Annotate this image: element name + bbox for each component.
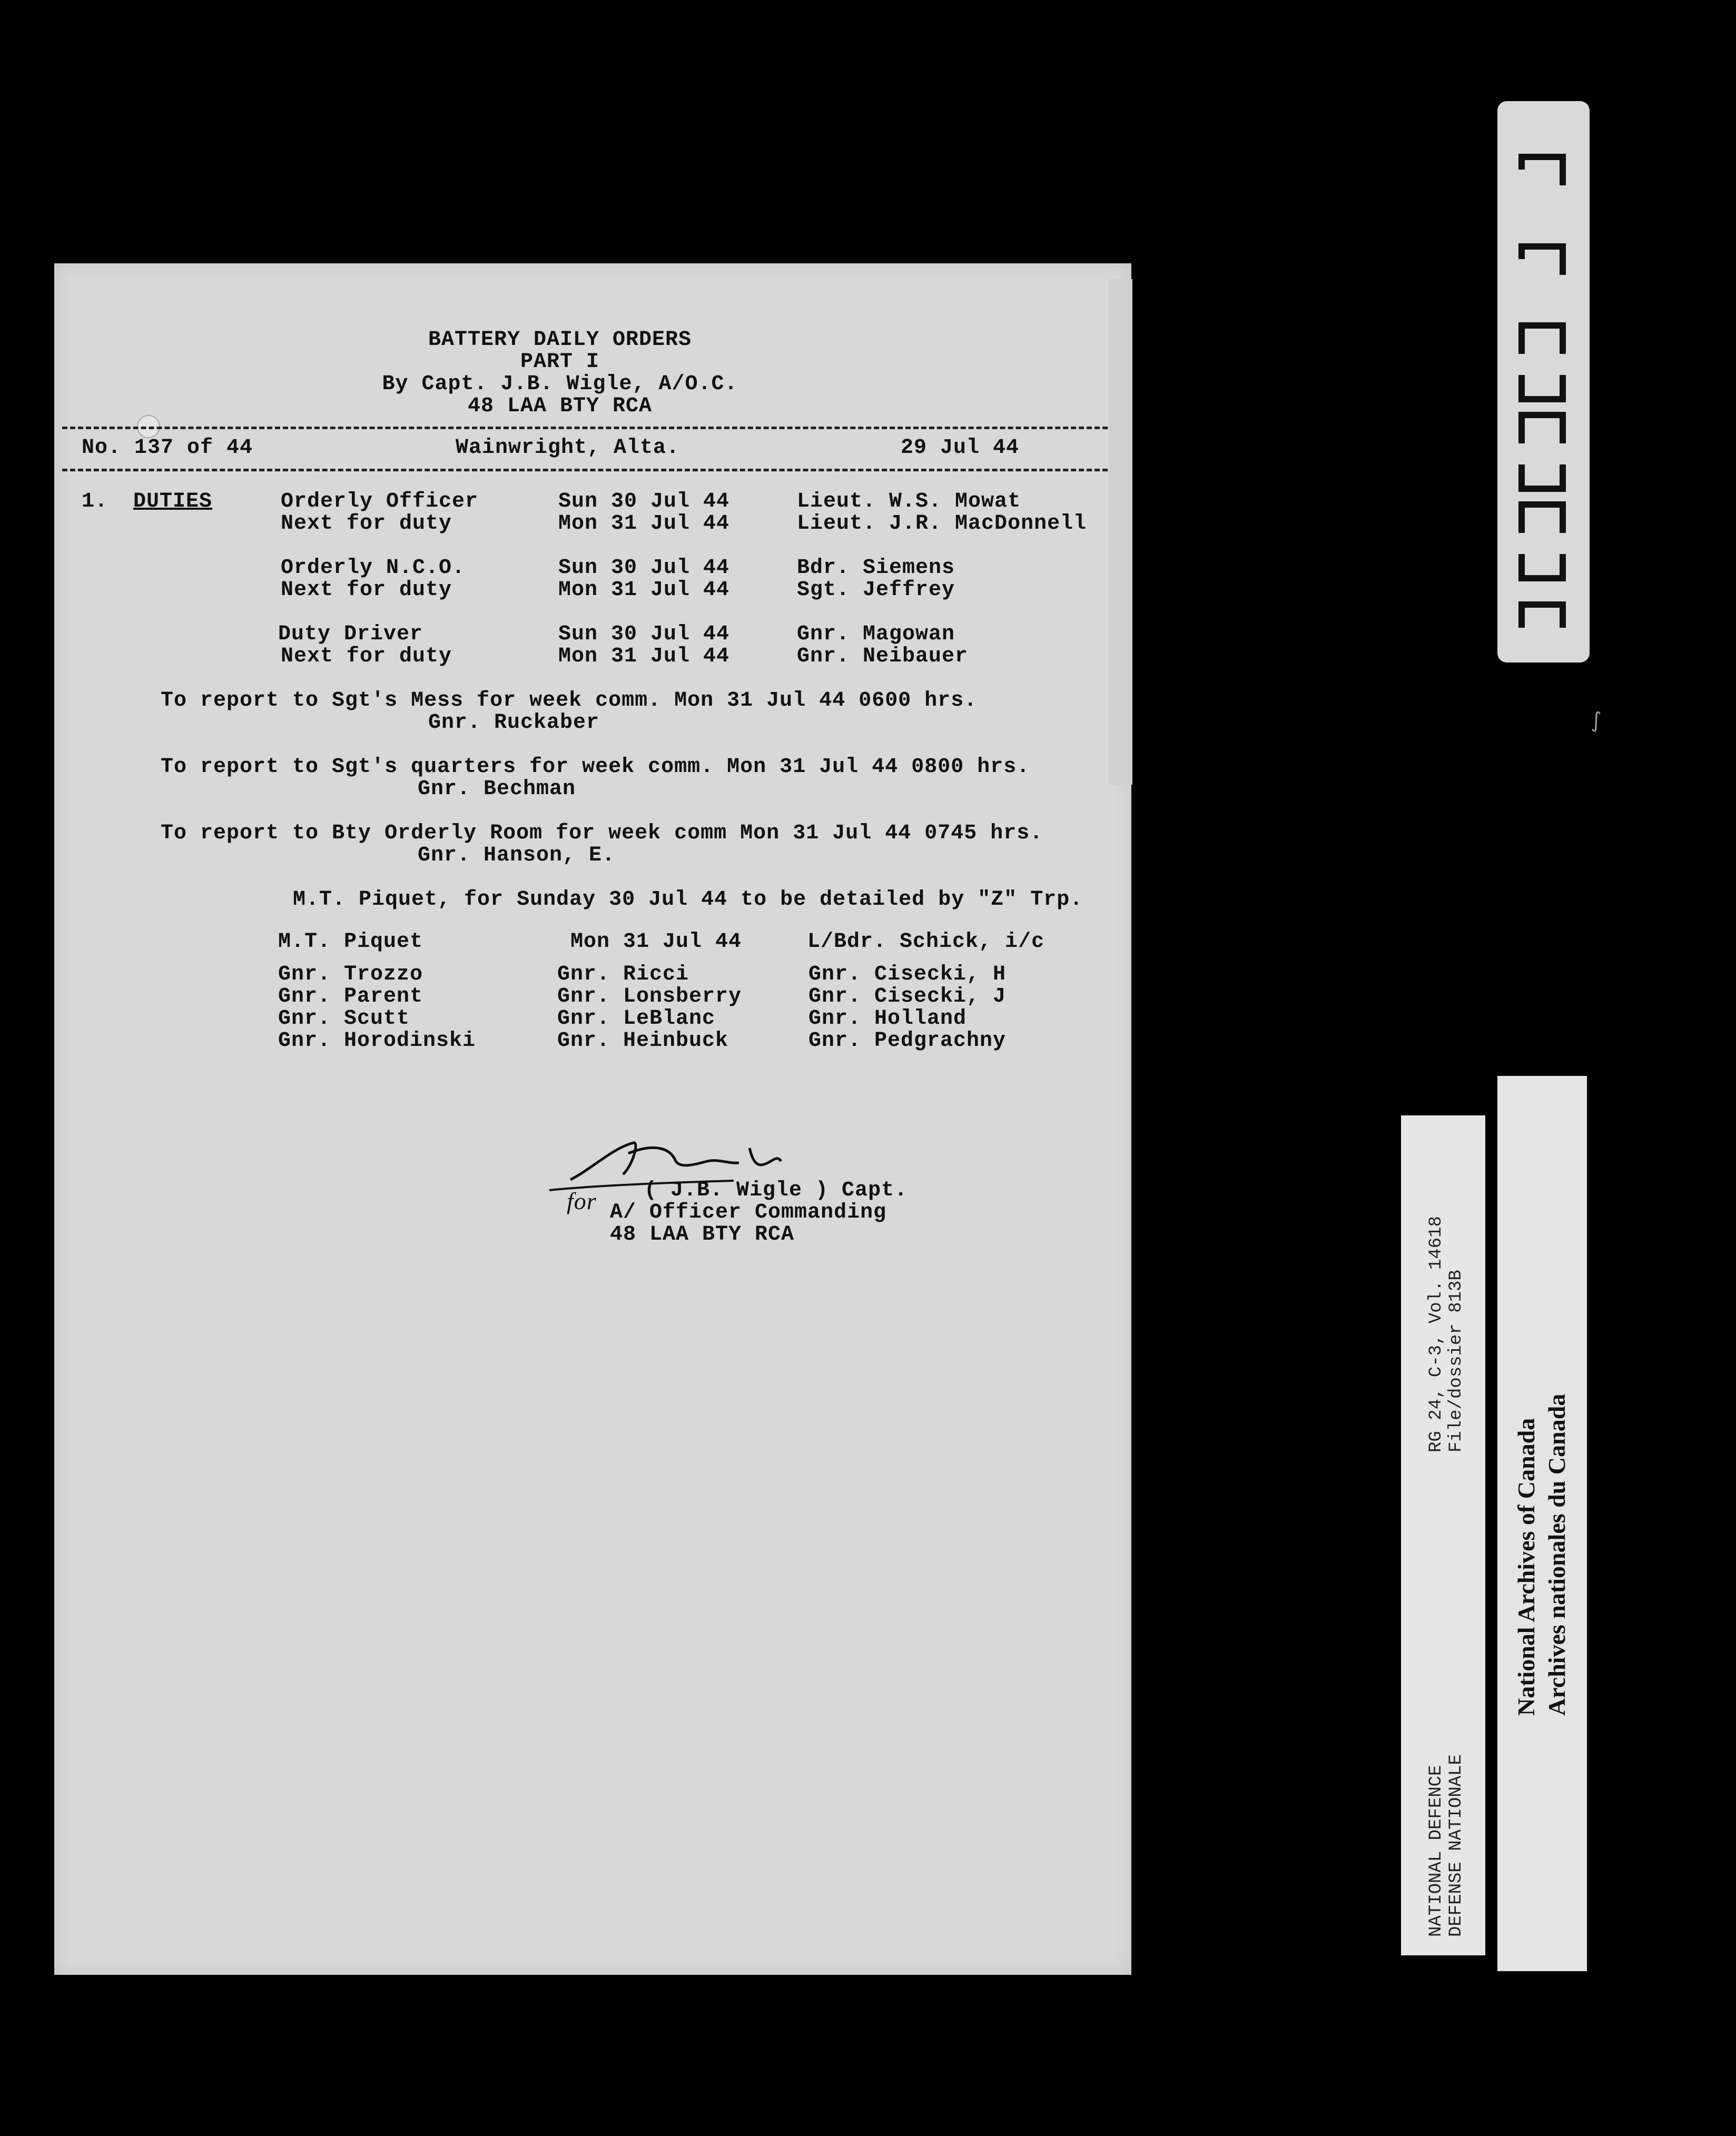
- ref-line1: RG 24, C-3, Vol. 14618: [1426, 1216, 1446, 1452]
- duty-date: Mon 31 Jul 44: [558, 578, 730, 602]
- report-line: To report to Sgt's quarters for week comm. Mon 31 Jul 44 0800 hrs.: [161, 755, 1030, 779]
- duty-role: Orderly N.C.O.: [281, 556, 466, 580]
- report-name: Gnr. Hanson, E.: [418, 844, 616, 867]
- signoff-for: for: [567, 1188, 597, 1214]
- order-date: 29 Jul 44: [901, 436, 1020, 460]
- reference-label: [1401, 1115, 1485, 1955]
- report-name: Gnr. Bechman: [418, 777, 576, 801]
- piquet-note: M.T. Piquet, for Sunday 30 Jul 44 to be detailed by "Z" Trp.: [293, 888, 1083, 912]
- report-line: To report to Bty Orderly Room for week comm Mon 31 Jul 44 0745 hrs.: [161, 822, 1043, 845]
- piquet-header: L/Bdr. Schick, i/c: [807, 930, 1045, 954]
- signoff-unit: 48 LAA BTY RCA: [610, 1223, 795, 1247]
- duty-name: Sgt. Jeffrey: [797, 578, 955, 602]
- piquet-name: Gnr. LeBlanc: [557, 1007, 716, 1031]
- signoff-name: ( J.B. Wigle ) Capt.: [644, 1179, 908, 1202]
- sheet-edge: [1109, 279, 1132, 785]
- piquet-header: Mon 31 Jul 44: [570, 930, 742, 954]
- document-part: PART I: [520, 350, 600, 374]
- frame-number-digits: [1497, 101, 1590, 662]
- archives-en: National Archives of Canada: [1513, 1418, 1540, 1716]
- piquet-name: Gnr. Trozzo: [278, 963, 423, 986]
- duty-role: Duty Driver: [278, 622, 423, 646]
- document-unit: 48 LAA BTY RCA: [467, 394, 653, 418]
- duty-date: Mon 31 Jul 44: [558, 645, 730, 668]
- duty-name: Bdr. Siemens: [797, 556, 955, 580]
- piquet-name: Gnr. Cisecki, H: [808, 963, 1007, 986]
- top-rule: [62, 427, 1123, 429]
- piquet-name: Gnr. Scutt: [278, 1007, 410, 1031]
- piquet-name: Gnr. Ricci: [557, 963, 689, 986]
- defence-line2: DEFENSE NATIONALE: [1446, 1754, 1466, 1937]
- duty-date: Sun 30 Jul 44: [558, 556, 730, 580]
- piquet-name: Gnr. Parent: [278, 985, 423, 1008]
- bottom-rule: [62, 469, 1123, 471]
- duty-date: Mon 31 Jul 44: [558, 512, 730, 536]
- section-heading: DUTIES: [133, 490, 213, 513]
- report-name: Gnr. Ruckaber: [428, 711, 600, 735]
- duty-role: Next for duty: [281, 645, 452, 668]
- piquet-name: Gnr. Pedgrachny: [808, 1029, 1007, 1053]
- film-mark-icon: ∫: [1591, 708, 1602, 733]
- duty-name: Gnr. Neibauer: [797, 645, 969, 668]
- piquet-name: Gnr. Heinbuck: [557, 1029, 729, 1053]
- ref-line2: File/dossier 813B: [1446, 1270, 1466, 1452]
- duty-role: Next for duty: [281, 512, 452, 536]
- archives-label: [1497, 1076, 1587, 1971]
- duty-role: Orderly Officer: [281, 490, 479, 513]
- report-line: To report to Sgt's Mess for week comm. Mon 31 Jul 44 0600 hrs.: [161, 689, 978, 713]
- defence-line1: NATIONAL DEFENCE: [1426, 1765, 1446, 1937]
- piquet-name: Gnr. Cisecki, J: [808, 985, 1007, 1008]
- duty-role: Next for duty: [281, 578, 452, 602]
- duty-name: Lieut. W.S. Mowat: [797, 490, 1021, 513]
- order-sheet: [54, 263, 1131, 1975]
- document-by: By Capt. J.B. Wigle, A/O.C.: [382, 372, 738, 396]
- duty-name: Gnr. Magowan: [797, 622, 955, 646]
- order-place: Wainwright, Alta.: [456, 436, 680, 460]
- piquet-name: Gnr. Holland: [808, 1007, 967, 1031]
- duty-date: Sun 30 Jul 44: [558, 490, 730, 513]
- duty-date: Sun 30 Jul 44: [558, 622, 730, 646]
- piquet-name: Gnr. Horodinski: [278, 1029, 476, 1053]
- archives-fr: Archives nationales du Canada: [1543, 1393, 1570, 1716]
- section-number: 1.: [82, 490, 108, 513]
- signoff-title: A/ Officer Commanding: [610, 1201, 887, 1224]
- order-number: No. 137 of 44: [82, 436, 253, 460]
- piquet-header: M.T. Piquet: [278, 930, 423, 954]
- document-title: BATTERY DAILY ORDERS: [428, 328, 692, 352]
- frame-number-strip: [1497, 101, 1590, 662]
- piquet-name: Gnr. Lonsberry: [557, 985, 742, 1008]
- duty-name: Lieut. J.R. MacDonnell: [797, 512, 1087, 536]
